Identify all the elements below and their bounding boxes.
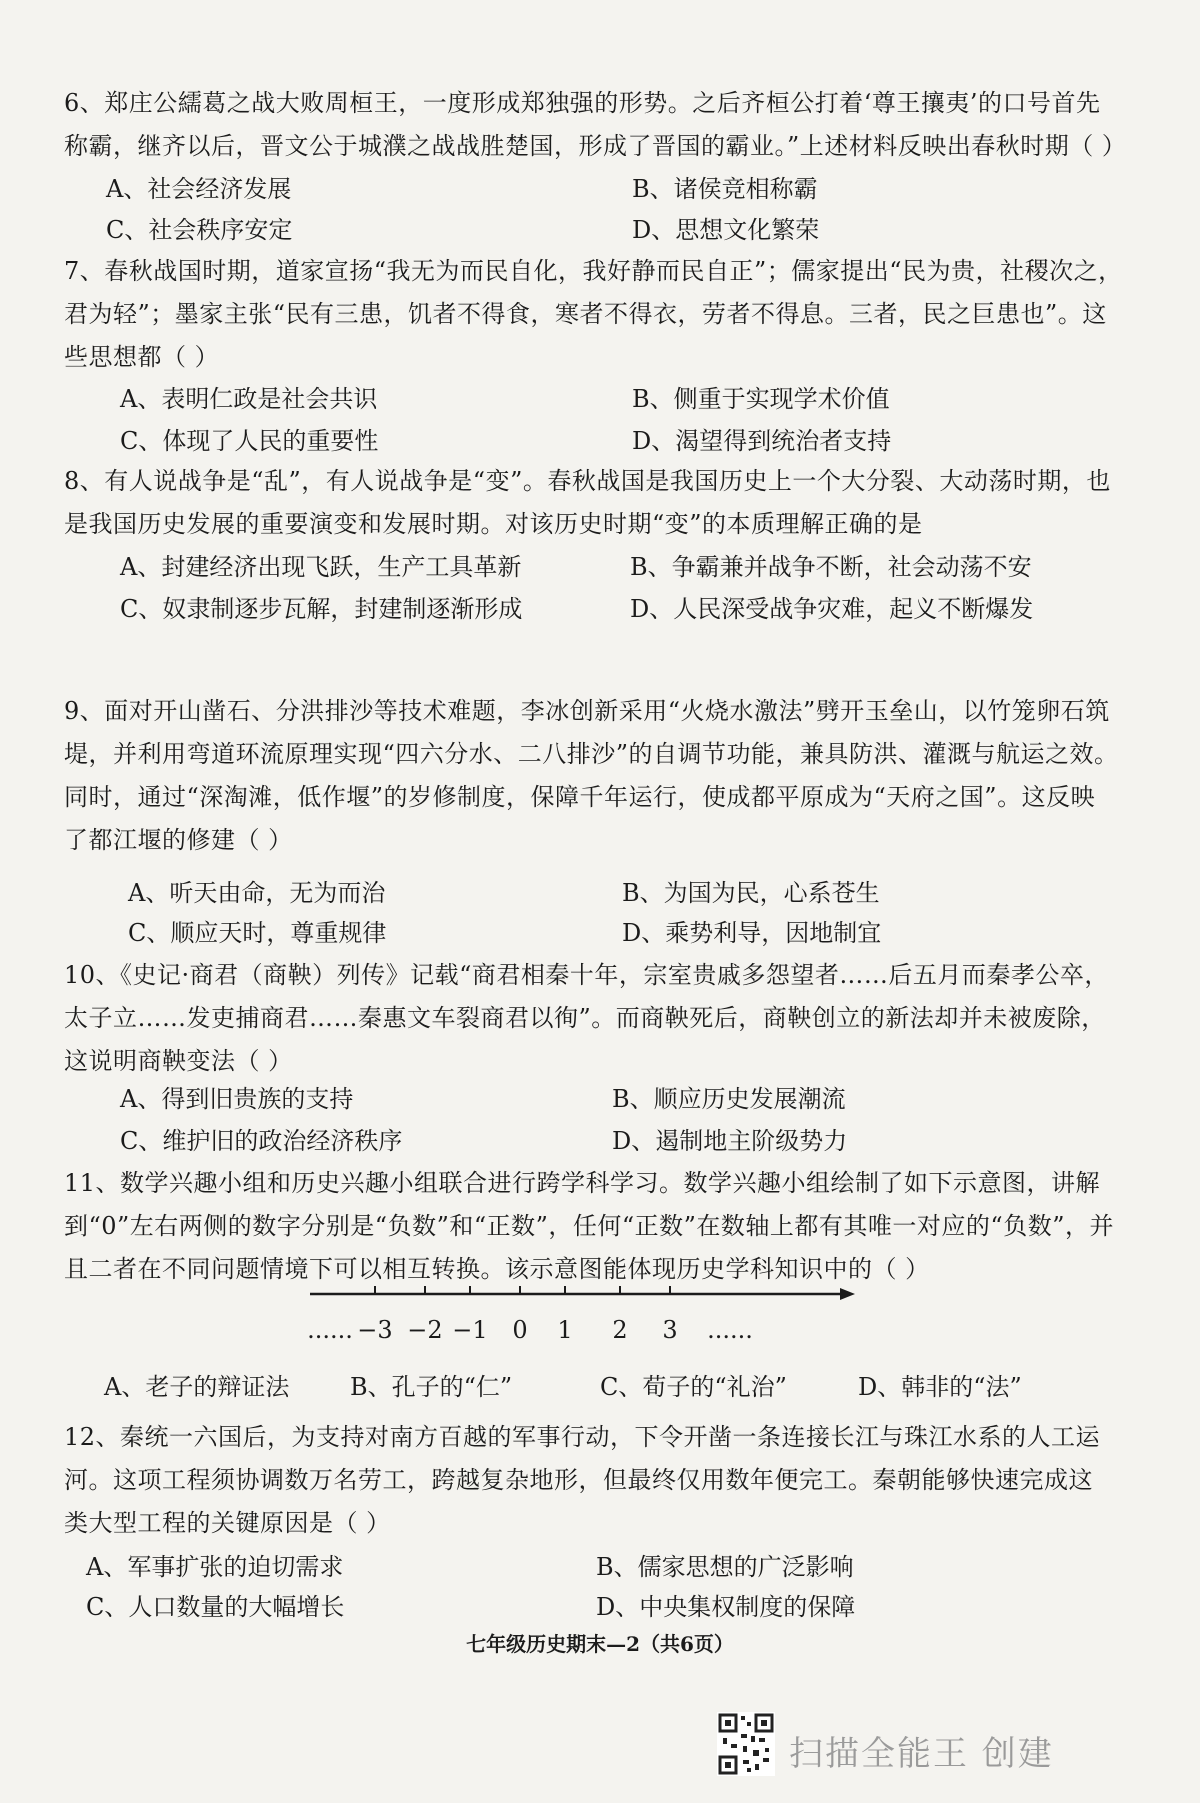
question-text-line: 称霸，继齐以后，晋文公于城濮之战战胜楚国，形成了晋国的霸业。”上述材料反映出春秋时期（ ） [64,132,1127,160]
option-d: D、乘势利导，因地制宜 [622,919,882,947]
question-9 [64,690,1154,862]
option-b: B、儒家思想的广泛影响 [596,1553,854,1581]
option-c: C、人口数量的大幅增长 [86,1593,345,1621]
question-text-line: 堤，并利用弯道环流原理实现“四六分水、二八排沙”的自调节功能，兼具防洪、灌溉与航运之效。 [64,740,1119,768]
option-c: C、荀子的“礼治” [600,1373,787,1401]
option-d: D、中央集权制度的保障 [596,1593,856,1621]
question-text-line: 河。这项工程须协调数万名劳工，跨越复杂地形，但最终仅用数年便完工。秦朝能够快速完成这 [64,1466,1093,1494]
question-8 [64,460,1154,546]
option-a: A、社会经济发展 [106,175,292,203]
question-text-line: 了都江堰的修建（ ） [64,826,293,854]
question-text-line: 是我国历史发展的重要演变和发展时期。对该历史时期“变”的本质理解正确的是 [64,510,923,538]
option-c: C、奴隶制逐步瓦解，封建制逐渐形成 [120,595,523,623]
qr-code-icon [717,1712,775,1776]
option-b: B、顺应历史发展潮流 [612,1085,846,1113]
question-text-line: 8、有人说战争是“乱”，有人说战争是“变”。春秋战国是我国历史上一个大分裂、大动荡时期，也 [64,467,1111,495]
scanner-watermark: 扫描全能王 创建 [789,1734,1054,1774]
question-text-line: 类大型工程的关键原因是（ ） [64,1509,391,1537]
question-text-line: 这说明商鞅变法（ ） [64,1047,293,1075]
option-c: C、社会秩序安定 [106,216,293,244]
number-line-label: −1 [452,1316,488,1344]
question-text-line: 11、数学兴趣小组和历史兴趣小组联合进行跨学科学习。数学兴趣小组绘制了如下示意图，讲解 [64,1169,1101,1197]
question-text-line: 6、郑庄公繻葛之战大败周桓王，一度形成郑独强的形势。之后齐桓公打着‘尊王攘夷’的口号首先 [64,89,1101,117]
question-text-line: 且二者在不同问题情境下可以相互转换。该示意图能体现历史学科知识中的（ ） [64,1255,930,1283]
option-a: A、得到旧贵族的支持 [120,1085,354,1113]
option-d: D、人民深受战争灾难，起义不断爆发 [630,595,1034,623]
option-d: D、渴望得到统治者支持 [632,427,892,455]
question-text-line: 12、秦统一六国后，为支持对南方百越的军事行动，下令开凿一条连接长江与珠江水系的人工运 [64,1423,1101,1451]
option-b: B、争霸兼并战争不断，社会动荡不安 [630,553,1032,581]
option-a: A、封建经济出现飞跃，生产工具革新 [120,553,522,581]
option-a: A、表明仁政是社会共识 [120,385,378,413]
option-d: D、思想文化繁荣 [632,216,820,244]
number-line-label: 2 [612,1316,628,1344]
option-b: B、诸侯竞相称霸 [632,175,818,203]
number-line-label: −3 [357,1316,393,1344]
option-c: C、体现了人民的重要性 [120,427,379,455]
option-a: A、老子的辩证法 [104,1373,290,1401]
option-b: B、侧重于实现学术价值 [632,385,890,413]
question-text-line: 同时，通过“深淘滩，低作堰”的岁修制度，保障千年运行，使成都平原成为“天府之国”。这反映 [64,783,1096,811]
question-10 [64,954,1154,1083]
number-line-arrowhead [840,1288,855,1300]
question-7 [64,250,1154,379]
question-11 [64,1162,1154,1291]
number-line-label: 3 [662,1316,678,1344]
number-line-label: −2 [407,1316,443,1344]
question-6 [64,82,1154,168]
number-line-label: ...... [707,1316,753,1344]
number-line-label: 1 [557,1316,573,1344]
number-line-diagram [300,1278,860,1348]
question-text-line: 君为轻”；墨家主张“民有三患，饥者不得食，寒者不得衣，劳者不得息。三者，民之巨患也”。这 [64,300,1107,328]
question-text-line: 太子立……发吏捕商君……秦惠文车裂商君以徇”。而商鞅死后，商鞅创立的新法却并未被废除， [64,1004,1106,1032]
option-c: C、维护旧的政治经济秩序 [120,1127,403,1155]
option-b: B、孔子的“仁” [350,1373,513,1401]
page-footer: 七年级历史期末—2（共6页） [466,1632,734,1656]
question-text-line: 10、《史记·商君（商鞅）列传》记载“商君相秦十年，宗室贵戚多怨望者……后五月而秦孝公卒， [64,961,1109,989]
question-text-line: 些思想都（ ） [64,343,220,371]
option-a: A、军事扩张的迫切需求 [86,1553,344,1581]
question-12 [64,1416,1154,1545]
option-c: C、顺应天时，尊重规律 [128,919,387,947]
question-text-line: 到“0”左右两侧的数字分别是“负数”和“正数”，任何“正数”在数轴上都有其唯一对应的“负数”，并 [64,1212,1114,1240]
question-text-line: 9、面对开山凿石、分洪排沙等技术难题，李冰创新采用“火烧水激法”劈开玉垒山，以竹笼卵石筑 [64,697,1110,725]
option-a: A、听天由命，无为而治 [128,879,386,907]
option-d: D、遏制地主阶级势力 [612,1127,848,1155]
question-text-line: 7、春秋战国时期，道家宣扬“我无为而民自化，我好静而民自正”；儒家提出“民为贵，社稷次之， [64,257,1123,285]
option-b: B、为国为民，心系苍生 [622,879,880,907]
number-line-label: ...... [307,1316,353,1344]
number-line-label: 0 [512,1316,528,1344]
option-d: D、韩非的“法” [858,1373,1022,1401]
